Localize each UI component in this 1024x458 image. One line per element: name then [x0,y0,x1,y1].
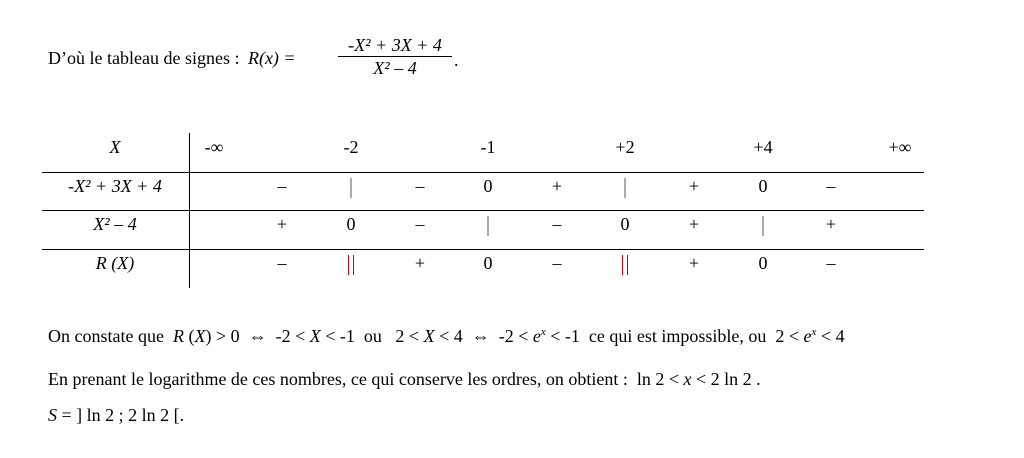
header-variable: X [109,137,121,157]
sign-mark: – [552,214,562,234]
header-value: -∞ [204,137,224,157]
sign-mark: – [415,176,425,196]
separator-mark [625,176,626,198]
header-value: -2 [343,137,359,157]
intro-period: . [454,50,459,70]
sign-mark: + [414,253,426,273]
separator-mark [351,176,352,198]
sign-mark: + [551,176,563,196]
zero-mark: 0 [483,253,493,273]
table-rule-2 [42,210,924,211]
sign-mark: + [688,214,700,234]
sign-mark: + [688,253,700,273]
row-label-denominator: X² – 4 [93,214,137,234]
header-value: +∞ [888,137,912,157]
text-line-2: En prenant le logarithme de ces nombres, ce qui conserve les ordres, on obtient : ln 2 < x < 2 ln 2 . [48,369,761,389]
text-line-3: S = ] ln 2 ; 2 ln 2 [. [48,405,185,425]
table-rule-3 [42,249,924,250]
sign-mark: – [277,176,287,196]
separator-mark [763,214,764,236]
sign-mark: – [826,253,836,273]
row-label-numerator: -X² + 3X + 4 [68,176,162,196]
fraction-denominator: X² – 4 [338,56,452,79]
sign-mark: – [277,253,287,273]
table-rule-1 [42,172,924,173]
sign-mark: + [688,176,700,196]
zero-mark: 0 [483,176,493,196]
sign-mark: + [825,214,837,234]
sign-mark: – [552,253,562,273]
sign-mark: – [415,214,425,234]
forbidden-value-mark [348,253,354,275]
zero-mark: 0 [620,214,630,234]
fraction [338,34,452,79]
sign-mark: + [276,214,288,234]
separator-mark [488,214,489,236]
forbidden-value-mark [622,253,628,275]
zero-mark: 0 [758,253,768,273]
row-label-quotient: R (X) [95,253,135,273]
intro-label: D’où le tableau de signes : R(x) = [48,48,296,68]
header-value: +2 [615,137,635,157]
text-line-1: On constate que R (X) > 0 ⇔ -2 < X < -1 ou 2 < X < 4 ⇔ $-2 < e^x < -1$ ce qui est impossible, ou $2 < e^x < 4$ [48,326,845,346]
zero-mark: 0 [346,214,356,234]
header-value: +4 [753,137,773,157]
fraction-numerator: -X² + 3X + 4 [348,35,442,55]
zero-mark: 0 [758,176,768,196]
sign-mark: – [826,176,836,196]
header-value: -1 [480,137,496,157]
